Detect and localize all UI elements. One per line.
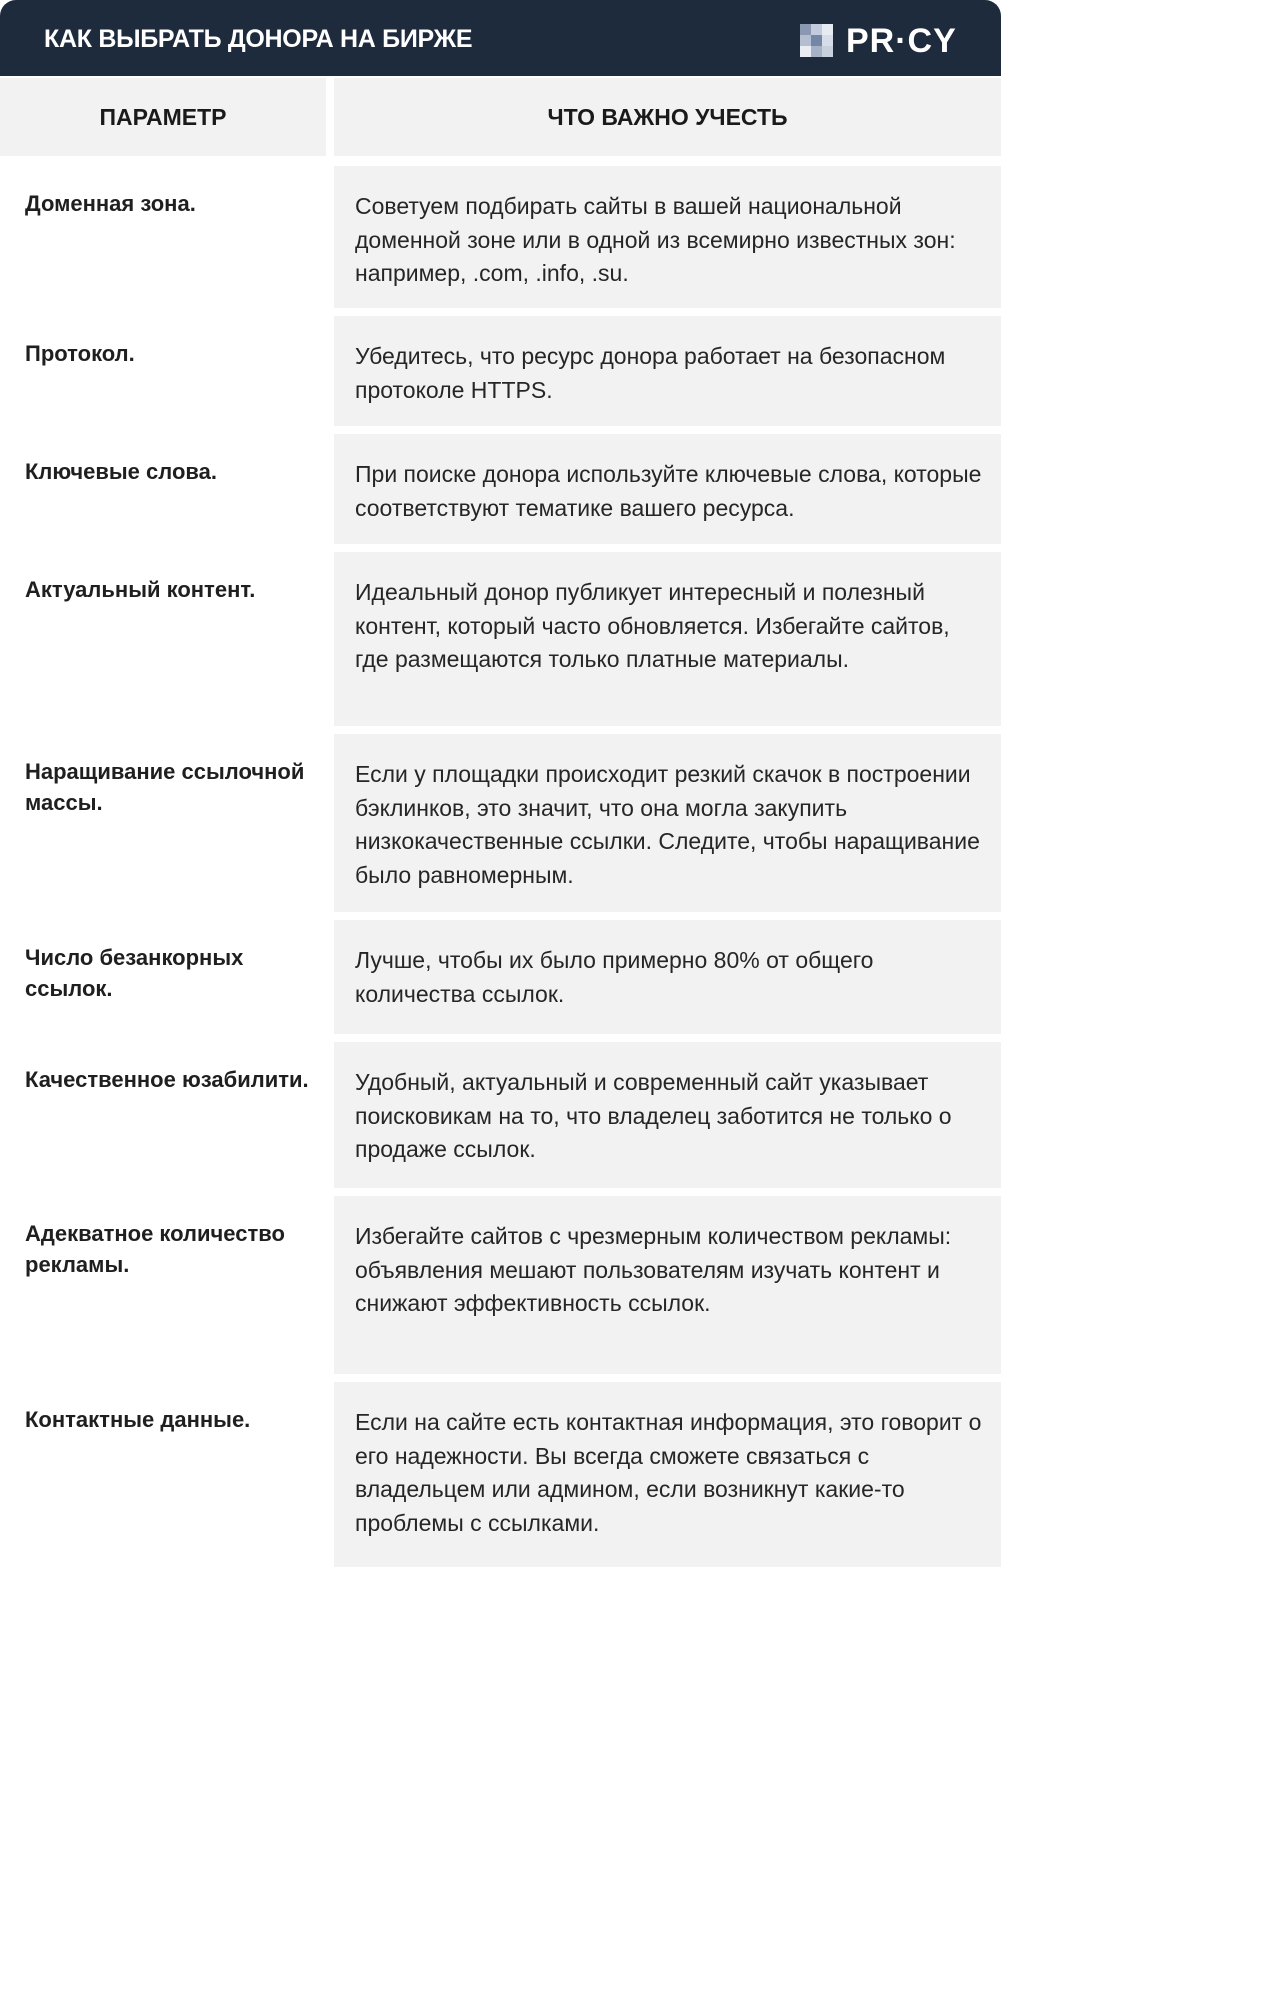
row-description: Если у площадки происходит резкий скачок в построении бэклинков, это значит, что она могла закупить низкокачественные ссылки. Следите, чтобы наращивание было равномерным.: [355, 761, 980, 888]
row-description: Если на сайте есть контактная информация, это говорит о его надежности. Вы всегда сможете связаться с владельцем или админом, если возникнут какие-то проблемы с ссылками.: [355, 1409, 982, 1536]
row-description: Советуем подбирать сайты в вашей национальной доменной зоне или в одной из всемирно известных зон: например, .com, .info, .su.: [355, 193, 956, 287]
row-description-cell: [334, 1382, 1001, 1567]
row-description-cell: [334, 434, 1001, 544]
column-header-considerations: [334, 78, 1001, 156]
row-description-cell: [334, 1196, 1001, 1374]
header-bar: [0, 0, 1001, 76]
column-header-label: ЧТО ВАЖНО УЧЕСТЬ: [547, 103, 788, 130]
row-description-cell: [334, 166, 1001, 308]
row-parameter: Доменная зона.: [25, 191, 196, 216]
table-row: [0, 316, 1001, 426]
column-header-parameter: [0, 78, 326, 156]
table-row: [0, 1042, 1001, 1188]
logo-text: PR·CY: [846, 22, 957, 60]
row-parameter: Число безанкорных ссылок.: [25, 945, 244, 1001]
logo-square: [822, 24, 833, 35]
logo-square: [822, 46, 833, 57]
row-description: При поиске донора используйте ключевые слова, которые соответствуют тематике вашего ресурса.: [355, 461, 982, 521]
row-description-cell: [334, 920, 1001, 1034]
table-row: [0, 920, 1001, 1034]
row-description-cell: [334, 552, 1001, 726]
logo-square: [822, 35, 833, 46]
row-description-cell: [334, 734, 1001, 912]
logo-square: [811, 46, 822, 57]
column-header-label: ПАРАМЕТР: [99, 103, 227, 130]
table-row: [0, 734, 1001, 912]
logo-square: [800, 46, 811, 57]
row-parameter: Качественное юзабилити.: [25, 1067, 309, 1092]
table-row: [0, 434, 1001, 544]
row-parameter: Наращивание ссылочной массы.: [25, 759, 305, 815]
row-parameter: Актуальный контент.: [25, 577, 256, 602]
table-row: [0, 166, 1001, 308]
row-parameter: Адекватное количество рекламы.: [25, 1221, 285, 1277]
table-row: [0, 1382, 1001, 1567]
row-parameter: Протокол.: [25, 341, 135, 366]
row-description-cell: [334, 1042, 1001, 1188]
logo-square: [800, 24, 811, 35]
row-description: Удобный, актуальный и современный сайт указывает поисковикам на то, что владелец заботится не только о продаже ссылок.: [355, 1069, 952, 1163]
logo-square: [811, 24, 822, 35]
logo-square: [800, 35, 811, 46]
row-description: Избегайте сайтов с чрезмерным количеством рекламы: объявления мешают пользователям изучать контент и снижают эффективность ссылок.: [355, 1223, 952, 1317]
row-description: Идеальный донор публикует интересный и полезный контент, который часто обновляется. Избегайте сайтов, где размещаются только платные материалы.: [355, 579, 950, 673]
row-description: Лучше, чтобы их было примерно 80% от общего количества ссылок.: [355, 947, 874, 1007]
table-row: [0, 1196, 1001, 1374]
row-parameter: Контактные данные.: [25, 1407, 251, 1432]
row-parameter: Ключевые слова.: [25, 459, 217, 484]
row-description-cell: [334, 316, 1001, 426]
row-description: Убедитесь, что ресурс донора работает на безопасном протоколе HTTPS.: [355, 343, 946, 403]
page-title: КАК ВЫБРАТЬ ДОНОРА НА БИРЖЕ: [44, 25, 473, 53]
logo-mark-icon: [800, 24, 833, 57]
table-row: [0, 552, 1001, 726]
logo-square: [811, 35, 822, 46]
